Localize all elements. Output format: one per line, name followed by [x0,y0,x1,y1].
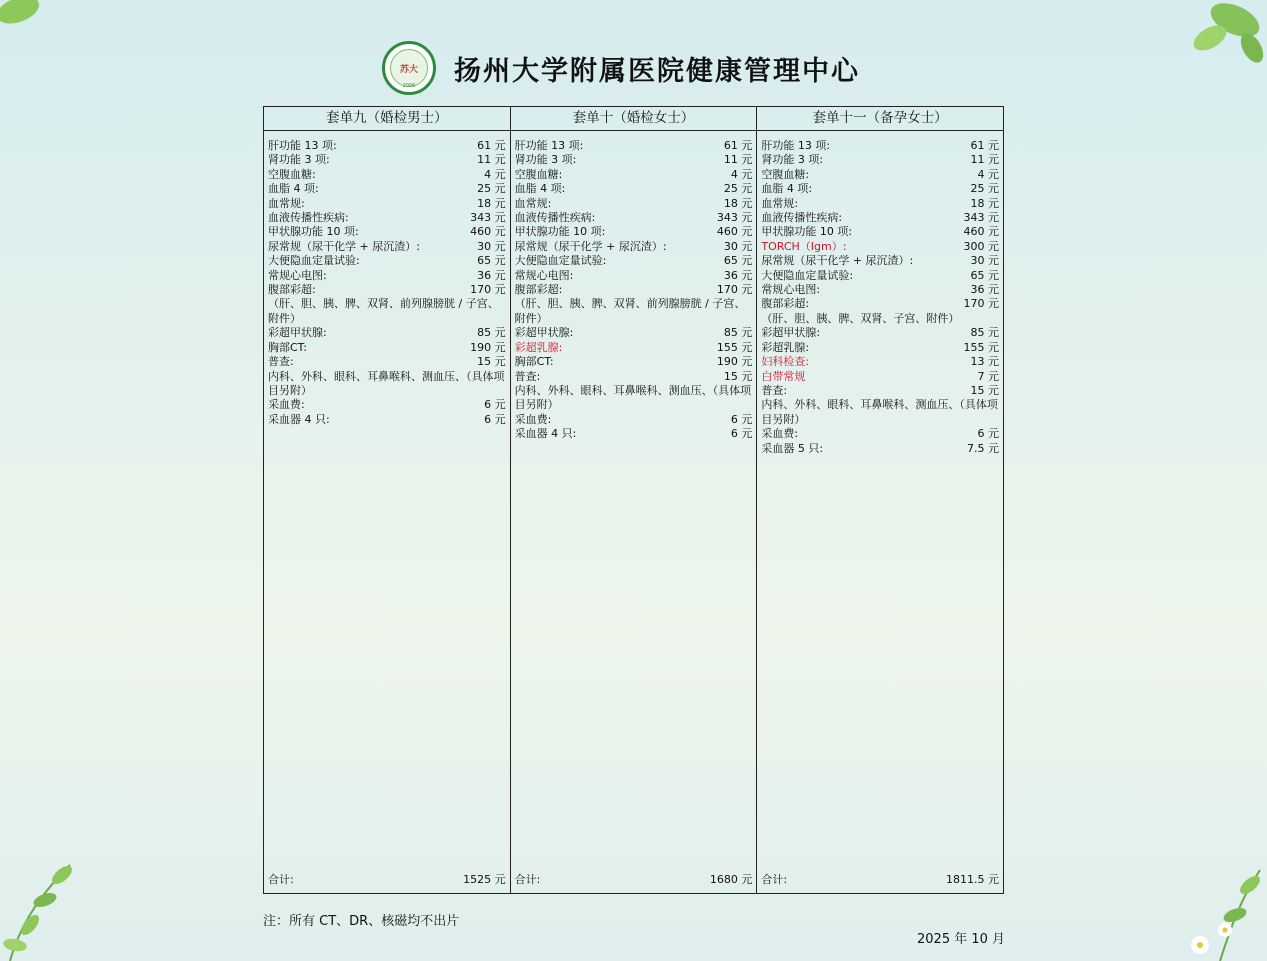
item-label: 血液传播性疾病: [514,211,596,225]
logo-text: 苏大 [399,64,418,75]
item-price: 15 元 [970,383,1000,397]
item-row [268,269,506,283]
item-row [761,182,999,196]
package-total [761,871,999,887]
item-label: 大便隐血定量试验: [514,254,607,268]
item-row [761,283,999,297]
item-row [268,398,506,412]
item-price: 25 元 [970,182,1000,196]
item-price: 155 元 [716,340,753,354]
item-row [761,240,999,254]
item-price: 36 元 [970,283,1000,297]
page-header [382,42,860,94]
item-label: 采血器 4 只: [268,412,330,426]
item-label: 血常规: [514,196,552,210]
item-label: 内科、外科、眼科、耳鼻喉科、测血压、（具体项目另附） [268,369,505,397]
plant-decoration-bottom-left [0,855,90,961]
item-label: 血常规: [761,196,799,210]
footer-date: 2025 年 10 月 [917,932,1006,947]
item-row [515,168,753,182]
item-row [268,297,506,326]
item-price: 15 元 [723,369,753,383]
item-row [515,225,753,239]
item-row [268,139,506,153]
package-column [511,107,758,893]
item-label: 采血费: [514,412,552,426]
item-price: 6 元 [484,412,506,426]
item-row [761,269,999,283]
item-label: TORCH（Igm）: [761,239,847,253]
item-row [515,297,753,326]
item-price: 7.5 元 [967,441,1000,455]
item-label: 血液传播性疾病: [761,211,843,225]
item-label: 血脂 4 项: [268,182,319,196]
item-price: 460 元 [716,225,753,239]
item-row [268,211,506,225]
item-price: 4 元 [484,167,506,181]
item-label: 大便隐血定量试验: [268,254,360,268]
item-price: 4 元 [730,167,753,181]
item-row [515,197,753,211]
item-price: 36 元 [723,268,753,282]
item-row [761,341,999,355]
item-row [761,211,999,225]
logo-year: 2006 [402,83,416,89]
item-label: 采血费: [268,398,305,412]
item-row [761,442,999,456]
item-price: 6 元 [730,412,753,426]
total-value: 1680 元 [709,873,753,886]
item-label: 肝功能 13 项: [761,139,831,152]
item-price: 11 元 [477,153,506,167]
item-price: 6 元 [730,427,753,441]
item-row [761,370,999,384]
package-column [757,107,1003,893]
item-row [268,413,506,427]
item-row [761,398,999,427]
item-label: 普查: [761,383,788,397]
item-price: 85 元 [477,326,506,340]
item-price: 170 元 [716,283,753,297]
item-price: 85 元 [970,326,1000,340]
item-price: 170 元 [470,283,506,297]
item-row [515,283,753,297]
item-row [515,153,753,167]
package-column [264,107,511,893]
item-label: 甲状腺功能 10 项: [514,225,606,239]
item-price: 11 元 [970,153,1000,167]
item-row [515,384,753,413]
item-label: 尿常规（尿干化学 + 尿沉渣）: [268,239,420,253]
item-row [515,254,753,268]
item-label: 肾功能 3 项: [761,153,824,167]
item-row [268,168,506,182]
item-label: 内科、外科、眼科、耳鼻喉科、测血压、（具体项目另附） [514,383,752,412]
item-row [515,413,753,427]
item-label: 肾功能 3 项: [268,153,330,167]
item-row [761,326,999,340]
item-label: 内科、外科、眼科、耳鼻喉科、测血压、（具体项目另附） [761,398,998,426]
item-list [511,131,757,442]
item-price: 30 元 [723,239,753,253]
item-price: 36 元 [477,268,506,282]
item-row [268,153,506,167]
item-row [761,384,999,398]
item-label: （肝、胆、胰、脾、双肾、子宫、附件） [761,311,960,325]
item-row [515,139,753,153]
item-label: 胸部CT: [268,340,307,354]
item-label: 血液传播性疾病: [268,211,349,225]
item-row [268,225,506,239]
item-row [268,197,506,211]
item-price: 190 元 [716,355,753,369]
item-price: 61 元 [723,139,753,152]
item-price: 6 元 [977,427,1000,441]
item-price: 460 元 [963,225,1000,239]
item-price: 155 元 [963,340,1000,354]
item-label: 空腹血糖: [761,167,810,181]
item-row [268,182,506,196]
leaf-decoration-top-right [1180,0,1267,70]
item-label: 血脂 4 项: [514,182,566,196]
item-price: 11 元 [723,153,753,167]
item-price: 15 元 [477,355,506,369]
item-row [761,355,999,369]
item-row [761,254,999,268]
item-price: 170 元 [963,297,1000,311]
item-label: 彩超甲状腺: [268,326,327,340]
item-price: 190 元 [470,340,506,354]
package-name: 套单十一（备孕女士） [757,107,1003,131]
item-price: 85 元 [723,326,753,340]
item-row [515,341,753,355]
package-name: 套单九（婚检男士） [264,107,510,131]
page-title: 扬州大学附属医院健康管理中心 [454,55,860,87]
item-label: 甲状腺功能 10 项: [268,225,359,239]
item-price: 61 元 [477,139,506,152]
item-row [761,427,999,441]
item-label: 彩超乳腺: [761,340,810,354]
item-label: 胸部CT: [514,355,554,369]
item-label: 常规心电图: [268,268,327,282]
item-price: 18 元 [477,196,506,210]
item-row [761,153,999,167]
item-label: 普查: [268,355,294,369]
item-label: 腹部彩超: [268,283,316,297]
item-price: 25 元 [723,182,753,196]
item-price: 6 元 [484,398,506,412]
item-label: 腹部彩超: [514,283,563,297]
item-row [515,211,753,225]
item-label: 血脂 4 项: [761,182,813,196]
item-label: 空腹血糖: [514,167,563,181]
item-label: 彩超乳腺: [514,340,563,354]
item-price: 300 元 [963,239,1000,253]
logo-emblem [390,49,428,87]
item-row [515,370,753,384]
item-label: 彩超甲状腺: [761,326,821,340]
item-row [515,355,753,369]
item-row [268,355,506,369]
item-label: 采血器 4 只: [514,427,577,441]
item-row [515,427,753,441]
item-label: 甲状腺功能 10 项: [761,225,853,239]
item-label: 腹部彩超: [761,297,810,311]
item-price: 61 元 [970,139,1000,152]
item-price: 460 元 [470,225,506,239]
item-row [515,182,753,196]
item-row [761,225,999,239]
hospital-logo [382,41,436,95]
item-price: 65 元 [970,268,1000,282]
item-label: 肝功能 13 项: [514,139,584,152]
item-label: 血常规: [268,196,305,210]
package-name: 套单十（婚检女士） [511,107,757,131]
item-price: 343 元 [470,211,506,225]
item-list [757,131,1003,456]
item-row [761,297,999,311]
total-label: 合计: [268,873,294,886]
item-price: 18 元 [723,196,753,210]
item-price: 13 元 [970,355,1000,369]
item-label: （肝、胆、胰、脾、双肾、前列腺膀胱 / 子宫、附件） [268,297,499,325]
item-label: 空腹血糖: [268,167,316,181]
item-row [761,139,999,153]
item-price: 7 元 [977,369,1000,383]
item-price: 25 元 [477,182,506,196]
item-row [268,240,506,254]
item-row [268,326,506,340]
item-label: （肝、胆、胰、脾、双肾、前列腺膀胱 / 子宫、附件） [514,297,746,325]
item-label: 妇科检查: [761,355,810,369]
item-price: 343 元 [716,211,753,225]
item-price: 343 元 [963,211,1000,225]
item-row [268,254,506,268]
item-label: 大便隐血定量试验: [761,268,854,282]
total-label: 合计: [761,873,788,886]
item-label: 采血费: [761,427,799,441]
total-value: 1811.5 元 [946,873,1000,886]
item-price: 30 元 [477,239,506,253]
item-label: 尿常规（尿干化学 + 尿沉渣）: [514,239,667,253]
item-price: 30 元 [970,254,1000,268]
item-label: 普查: [514,369,541,383]
item-row [268,370,506,399]
total-label: 合计: [514,873,541,886]
item-row [761,168,999,182]
item-label: 常规心电图: [514,268,574,282]
leaf-decoration-top-left [0,0,60,40]
item-label: 尿常规（尿干化学 + 尿沉渣）: [761,254,914,268]
item-label: 常规心电图: [761,283,821,297]
item-price: 65 元 [723,254,753,268]
package-total [515,871,753,887]
item-row [761,197,999,211]
item-row [515,326,753,340]
item-row [268,341,506,355]
package-table [263,106,1004,894]
item-row [515,269,753,283]
item-row [761,312,999,326]
item-label: 彩超甲状腺: [514,326,574,340]
item-label: 白带常规 [761,369,806,383]
package-total [268,871,506,887]
flower-decoration-bottom-right [1180,860,1267,961]
item-price: 18 元 [970,196,1000,210]
item-label: 肾功能 3 项: [514,153,577,167]
item-row [515,240,753,254]
item-label: 采血器 5 只: [761,441,824,455]
footer-note: 注：所有 CT、DR、核磁均不出片 [263,914,460,929]
item-list [264,131,510,427]
item-price: 65 元 [477,254,506,268]
item-label: 肝功能 13 项: [268,139,337,152]
total-value: 1525 元 [463,873,506,886]
item-price: 4 元 [977,167,1000,181]
item-row [268,283,506,297]
